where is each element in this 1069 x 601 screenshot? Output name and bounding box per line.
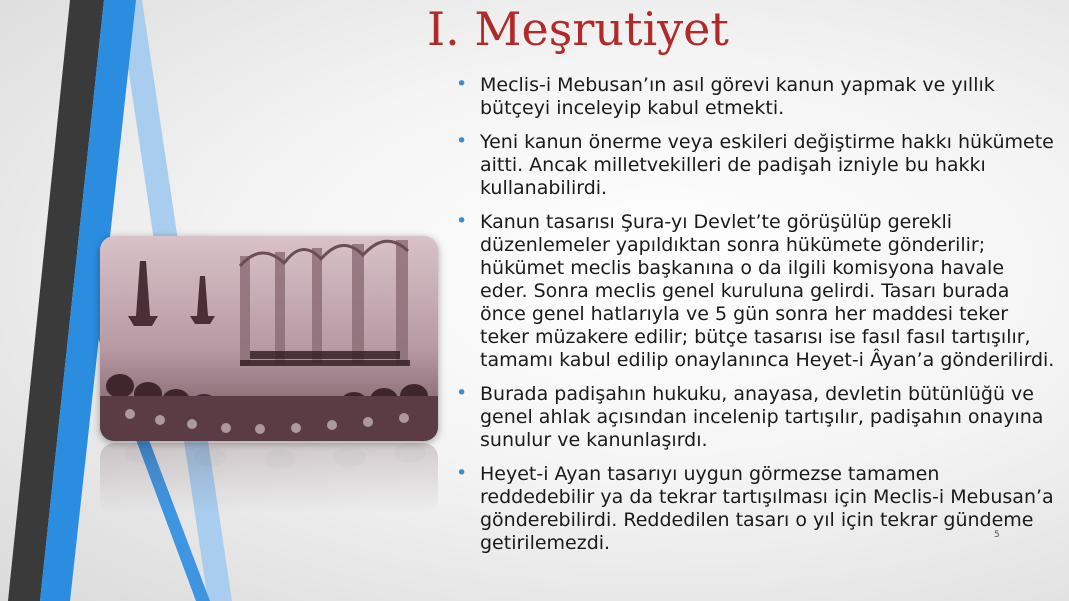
bullet-item <box>456 131 1056 200</box>
bullet-text: Yeni kanun önerme veya eskileri değiştirme hakkı hükümete aitti. Ancak milletvekilleri de padişah izniyle bu hakkı kullanabilirdi. <box>480 131 1054 199</box>
bullet-item <box>456 74 1056 120</box>
slide-title: I. Meşrutiyet <box>427 2 729 56</box>
parliament-engraving-image <box>100 236 438 441</box>
page-number: 5 <box>994 530 1000 540</box>
bullet-dot-icon: • <box>456 130 468 152</box>
bullet-item <box>456 463 1056 555</box>
bullet-text: Heyet-i Ayan tasarıyı uygun görmezse tamamen reddedebilir ya da tekrar tartışılması için Meclis-i Mebusan’a gönderebilirdi. Reddedilen tasarı o yıl için tekrar gündeme getirilemezdi. <box>480 463 1054 554</box>
bullet-list <box>456 74 1056 566</box>
bullet-item <box>456 211 1056 372</box>
bullet-dot-icon: • <box>456 210 468 232</box>
bullet-item <box>456 383 1056 452</box>
bullet-dot-icon: • <box>456 382 468 404</box>
bullet-text: Meclis-i Mebusan’ın asıl görevi kanun yapmak ve yıllık bütçeyi inceleyip kabul etmekti. <box>480 74 995 119</box>
bullet-dot-icon: • <box>456 73 468 95</box>
bullet-dot-icon: • <box>456 462 468 484</box>
image-reflection <box>100 443 438 513</box>
bullet-text: Kanun tasarısı Şura-yı Devlet’te görüşülüp gerekli düzenlemeler yapıldıktan sonra hükümete gönderilir; hükümet meclis başkanına o da ilgili komisyona havale eder. Sonra meclis genel kuruluna gelirdi. Tasarı burada önce genel hatlarıyla ve 5 gün sonra her maddesi teker teker müzakere edilir; bütçe tasarısı ise fasıl fasıl tartışılır, tamamı kabul edilip onaylanınca Heyet-i Âyan’a gönderilirdi. <box>480 211 1055 371</box>
bullet-text: Burada padişahın hukuku, anayasa, devletin bütünlüğü ve genel ahlak açısından incelenip tartışılır, padişahın onayına sunulur ve kanunlaşırdı. <box>480 383 1044 451</box>
